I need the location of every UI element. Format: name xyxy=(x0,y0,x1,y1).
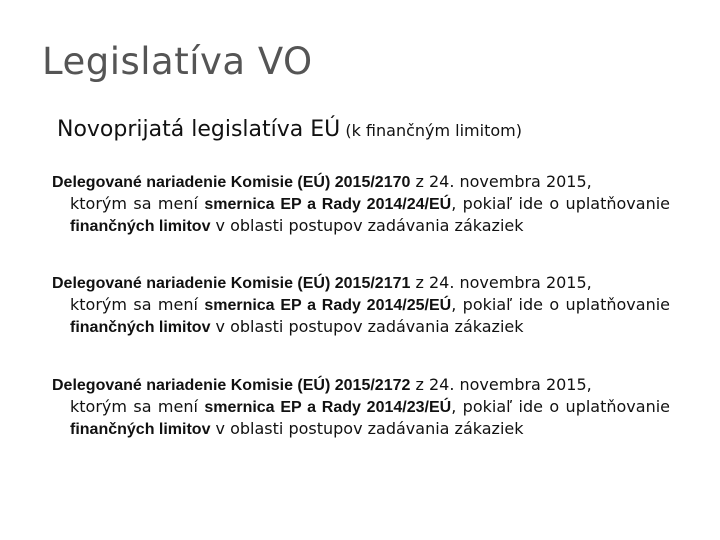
description-text: ktorým sa mení xyxy=(70,295,205,314)
regulation-date: z 24. novembra 2015, xyxy=(410,273,592,292)
regulation-entry xyxy=(52,272,670,338)
description-text: v oblasti postupov zadávania zákaziek xyxy=(210,419,524,438)
slide-title: Legislatíva VO xyxy=(42,40,313,83)
entry-description xyxy=(52,193,670,237)
entry-heading-line xyxy=(52,272,670,294)
regulation-name: Delegované nariadenie Komisie (EÚ) 2015/2171 xyxy=(52,275,411,292)
directive-name: smernica EP a Rady 2014/23/EÚ xyxy=(204,399,452,416)
regulation-entry xyxy=(52,171,670,237)
directive-name: smernica EP a Rady 2014/25/EÚ xyxy=(204,297,452,314)
regulation-date: z 24. novembra 2015, xyxy=(410,375,592,394)
financial-limits-term: finančných limitov xyxy=(70,218,211,235)
regulation-name: Delegované nariadenie Komisie (EÚ) 2015/2170 xyxy=(52,174,411,191)
regulation-date: z 24. novembra 2015, xyxy=(410,172,592,191)
entry-heading-line xyxy=(52,374,670,396)
description-text: , pokiaľ ide o uplatňovanie xyxy=(451,194,671,213)
regulation-entry xyxy=(52,374,670,440)
entry-description xyxy=(52,396,670,440)
description-text: , pokiaľ ide o uplatňovanie xyxy=(451,397,671,416)
subtitle-note: (k finančným limitom) xyxy=(340,121,522,140)
slide-subtitle xyxy=(57,117,522,142)
regulation-name: Delegované nariadenie Komisie (EÚ) 2015/2172 xyxy=(52,377,411,394)
description-text: v oblasti postupov zadávania zákaziek xyxy=(210,317,524,336)
description-text: ktorým sa mení xyxy=(70,397,205,416)
subtitle-main: Novoprijatá legislatíva EÚ xyxy=(57,117,341,142)
financial-limits-term: finančných limitov xyxy=(70,421,211,438)
entry-heading-line xyxy=(52,171,670,193)
description-text: v oblasti postupov zadávania zákaziek xyxy=(210,216,524,235)
financial-limits-term: finančných limitov xyxy=(70,319,211,336)
description-text: , pokiaľ ide o uplatňovanie xyxy=(451,295,671,314)
description-text: ktorým sa mení xyxy=(70,194,205,213)
directive-name: smernica EP a Rady 2014/24/EÚ xyxy=(204,196,452,213)
entry-description xyxy=(52,294,670,338)
